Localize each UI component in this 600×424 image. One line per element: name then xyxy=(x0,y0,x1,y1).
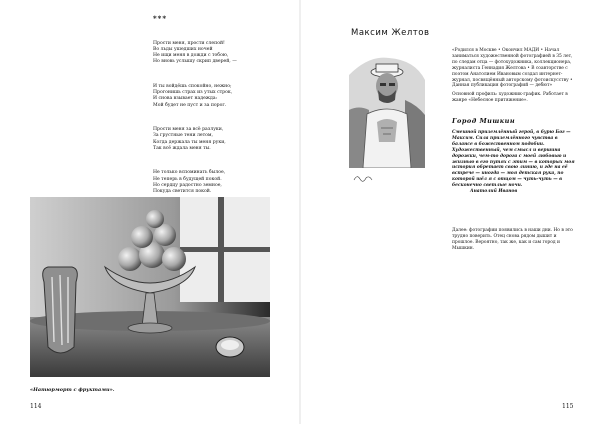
closing-paragraph: Далее: фотографии появились в наши дни. Но в это трудно поверить. Отец снова рядом дышит и прошлое. Вероятно, так же, как и сам город и Мышкин. xyxy=(452,228,573,251)
bio-paragraph: «Родился в Москве • Окончил МАДИ • Начал заниматься художественной фотографией в 35 лет, по следам отца — фотохудожника, коллекционера, журналиста Геннадия Желтова • В соавторстве с поэтом Анатолием Ивановым создал интернет-журнал, посвящённый авторскому фотоискусству • Данная публикация фотографий — дебют» xyxy=(452,48,573,89)
poem-stanza xyxy=(153,127,283,152)
poem-line: Прости меня, прости слепой! xyxy=(153,40,225,46)
page-gutter xyxy=(299,0,301,424)
author-portrait xyxy=(349,50,425,168)
quote-text: Смешной приземлённый герой, в бурю Бог — Максим. Сила приземлённого чувства в балансе в божественном подобии. Художественный, чем смысл и вершина дорожки, чем-то дорога с моей любовью и жизнью в его путях с этим — в которых моя история обретает свою линию, и где на её встрече — иногда — моя детская рука, по которой шёл я с отцом — чуть-чуть — в бесконечно светлые ночи. xyxy=(452,130,575,189)
bio-paragraph: Основной профиль: художник-график. Работает в жанре «Небесное притяжение». xyxy=(452,92,568,104)
quote-block xyxy=(452,130,576,195)
poem-line: Когда держала ты меня руки, xyxy=(153,139,226,145)
section-title: Город Мишкин xyxy=(452,117,516,125)
poem-stanza xyxy=(153,84,283,109)
photo-caption: «Натюрморт с фруктами». xyxy=(30,387,115,393)
author-bio xyxy=(452,48,576,107)
poem-line: Не ищи меня в дожди с тобою, xyxy=(153,53,229,59)
quote-signature: Анатолий Иванов xyxy=(470,189,518,195)
poem-line: Прогонишь страх из утых строк, xyxy=(153,90,233,96)
poem-line: За грустные тени летом, xyxy=(153,133,213,139)
author-portrait-image xyxy=(349,50,425,168)
poem-line: Но сердцу радостно земное, xyxy=(153,183,222,189)
poem-line: Прости меня за всё разлуки, xyxy=(153,127,224,133)
signature-scribble xyxy=(352,173,376,183)
poem-line: И снова взывает надежда: xyxy=(153,96,218,102)
author-name: Максим Желтов xyxy=(351,28,430,38)
poem-line: Во льды ушедших ночей xyxy=(153,46,213,52)
poem-line: Не только вспоминать былое, xyxy=(153,170,226,176)
poem-line: Мой будет не пуст и за порог. xyxy=(153,102,227,108)
page-number-right: 115 xyxy=(562,403,574,410)
poem-stanza xyxy=(153,170,283,195)
author-signature xyxy=(352,168,376,187)
poem-line: И ты войдёшь спокойно, нежно; xyxy=(153,83,232,89)
page-number-left: 114 xyxy=(30,403,42,410)
poem-line: Так всё ждала меня ты. xyxy=(153,146,211,152)
poem-line: Не теперь в будущей покой. xyxy=(153,176,222,182)
still-life-photo xyxy=(30,197,270,377)
poem-asterisks: *** xyxy=(153,14,167,23)
still-life-photo-image xyxy=(30,197,270,377)
poem-line: Покуда светится покой. xyxy=(153,189,212,195)
poem-line: Но вновь услышу скрип дверей, — xyxy=(153,59,237,65)
poem-stanza xyxy=(153,41,283,66)
